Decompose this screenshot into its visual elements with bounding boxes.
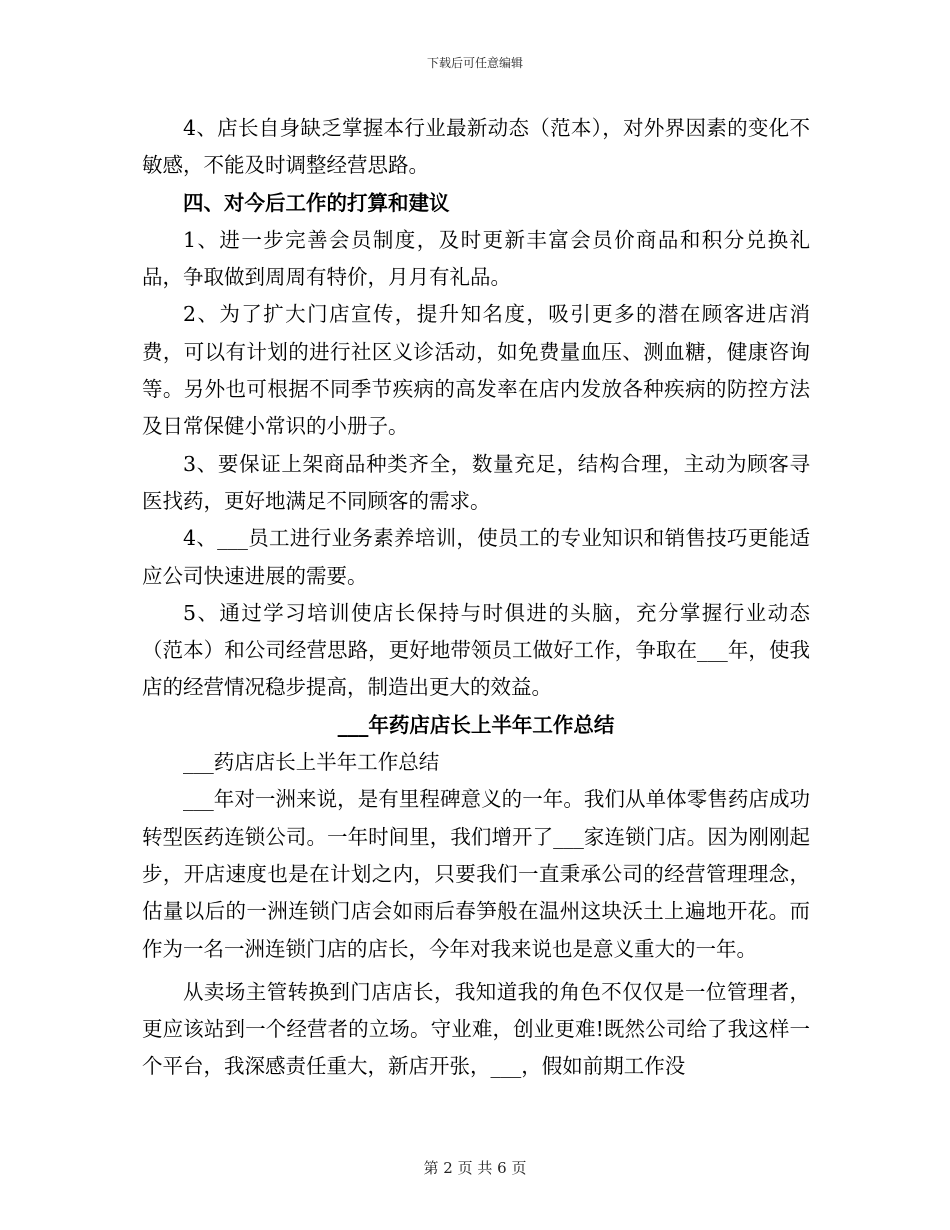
paragraph: 3、要保证上架商品种类齐全，数量充足，结构合理，主动为顾客寻医找药，更好地满足不同顾客的需求。: [142, 451, 810, 513]
document-title: ___年药店店长上半年工作总结: [337, 712, 615, 737]
section-heading: 四、对今后工作的打算和建议: [183, 190, 450, 215]
page-footer: 第 2 页 共 6 页: [423, 1159, 527, 1177]
paragraph: ___药店店长上半年工作总结: [183, 750, 440, 775]
paragraph: 从卖场主管转换到门店店长，我知道我的角色不仅仅是一位管理者，更应该站到一个经营者的立场。守业难，创业更难!既然公司给了我这样一个平台，我深感责任重大，新店开张，___，假如前期工作没: [142, 979, 810, 1079]
paragraph: 2、为了扩大门店宣传，提升知名度，吸引更多的潜在顾客进店消费，可以有计划的进行社区义诊活动，如免费量血压、测血糖，健康咨询等。另外也可根据不同季节疾病的高发率在店内发放各种疾病的防控方法及日常保健小常识的小册子。: [142, 302, 810, 439]
paragraph: 1、进一步完善会员制度，及时更新丰富会员价商品和积分兑换礼品，争取做到周周有特价，月月有礼品。: [142, 227, 810, 290]
paragraph: 4、___员工进行业务素养培训，使员工的专业知识和销售技巧更能适应公司快速进展的需要。: [142, 526, 810, 588]
paragraph: 4、店长自身缺乏掌握本行业最新动态（范本），对外界因素的变化不敏感，不能及时调整经营思路。: [142, 116, 810, 178]
paragraph: ___年对一洲来说，是有里程碑意义的一年。我们从单体零售药店成功转型医药连锁公司。一年时间里，我们增开了___家连锁门店。因为刚刚起步，开店速度也是在计划之内，只要我们一直秉承公司的经营管理理念，估量以后的一洲连锁门店会如雨后春笋般在温州这块沃土上遍地开花。而作为一名一洲连锁门店的店长，今年对我来说也是意义重大的一年。: [142, 787, 810, 961]
page-header: 下载后可任意编辑: [426, 56, 523, 70]
paragraph: 5、通过学习培训使店长保持与时俱进的头脑，充分掌握行业动态（范本）和公司经营思路，更好地带领员工做好工作，争取在___年，使我店的经营情况稳步提高，制造出更大的效益。: [142, 600, 810, 700]
document-body: [142, 110, 810, 1086]
